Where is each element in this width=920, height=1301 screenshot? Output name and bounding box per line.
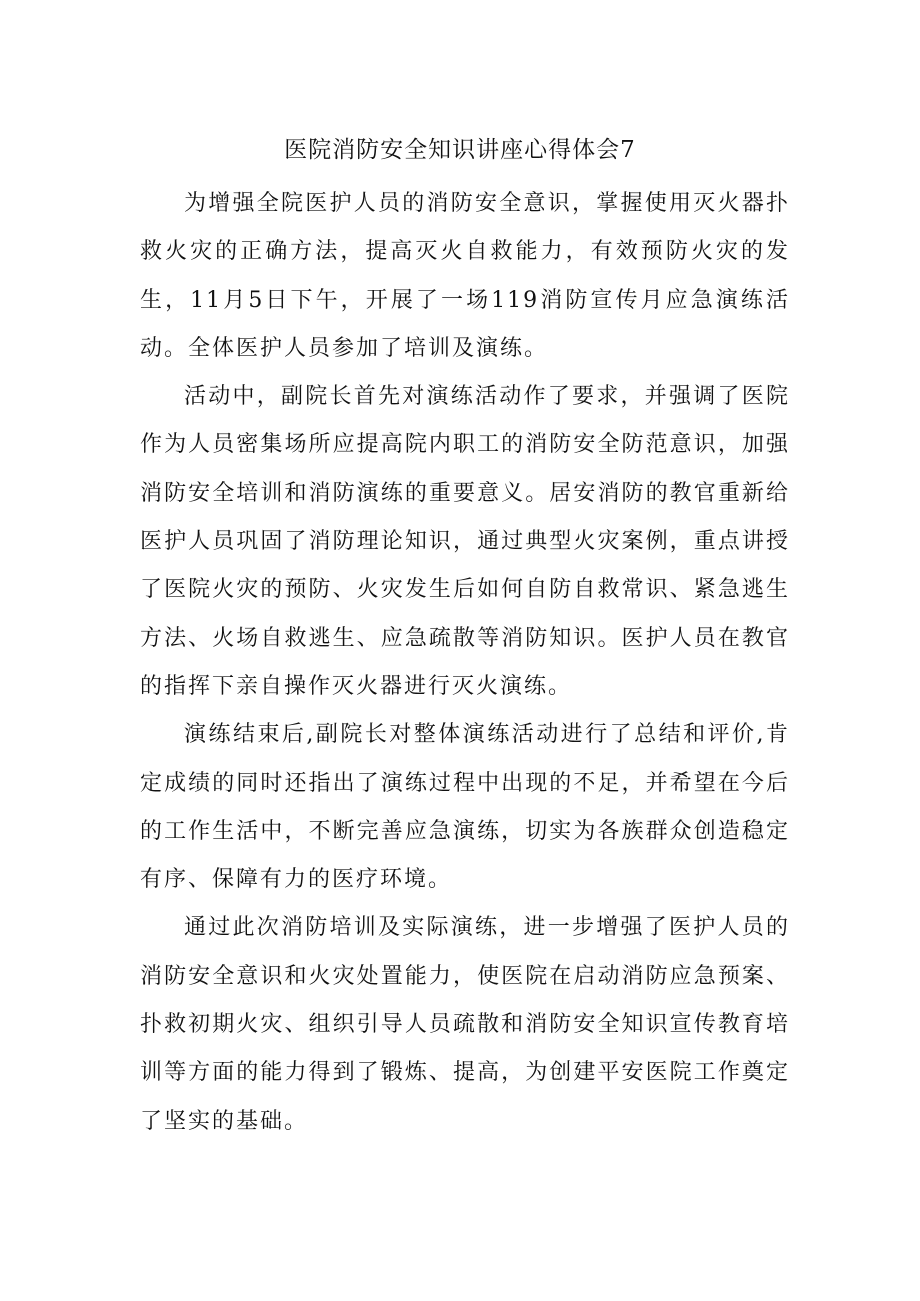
paragraph-4: 通过此次消防培训及实际演练，进一步增强了医护人员的消防安全意识和火灾处置能力，使医院在启动消防应急预案、扑救初期火灾、组织引导人员疏散和消防安全知识宣传教育培训等方面的能力得到了锻炼、提高，为创建平安医院工作奠定了坚实的基础。 [140,915,790,1134]
paragraph-3: 演练结束后,副院长对整体演练活动进行了总结和评价,肯定成绩的同时还指出了演练过程中出现的不足，并希望在今后的工作生活中，不断完善应急演练，切实为各族群众创造稳定有序、保障有力的医疗环境。 [140,722,790,893]
document-body [140,180,790,1146]
document-title: 医院消防安全知识讲座心得体会7 [284,137,636,163]
paragraph-2: 活动中，副院长首先对演练活动作了要求，并强调了医院作为人员密集场所应提高院内职工的消防安全防范意识，加强消防安全培训和消防演练的重要意义。居安消防的教官重新给医护人员巩固了消防理论知识，通过典型火灾案例，重点讲授了医院火灾的预防、火灾发生后如何自防自救常识、紧急逃生方法、火场自救逃生、应急疏散等消防知识。医护人员在教官的指挥下亲自操作灭火器进行灭火演练。 [140,384,790,699]
paragraph-1: 为增强全院医护人员的消防安全意识，掌握使用灭火器扑救火灾的正确方法，提高灭火自救能力，有效预防火灾的发生，11月5日下午，开展了一场119消防宣传月应急演练活动。全体医护人员参加了培训及演练。 [140,191,790,361]
